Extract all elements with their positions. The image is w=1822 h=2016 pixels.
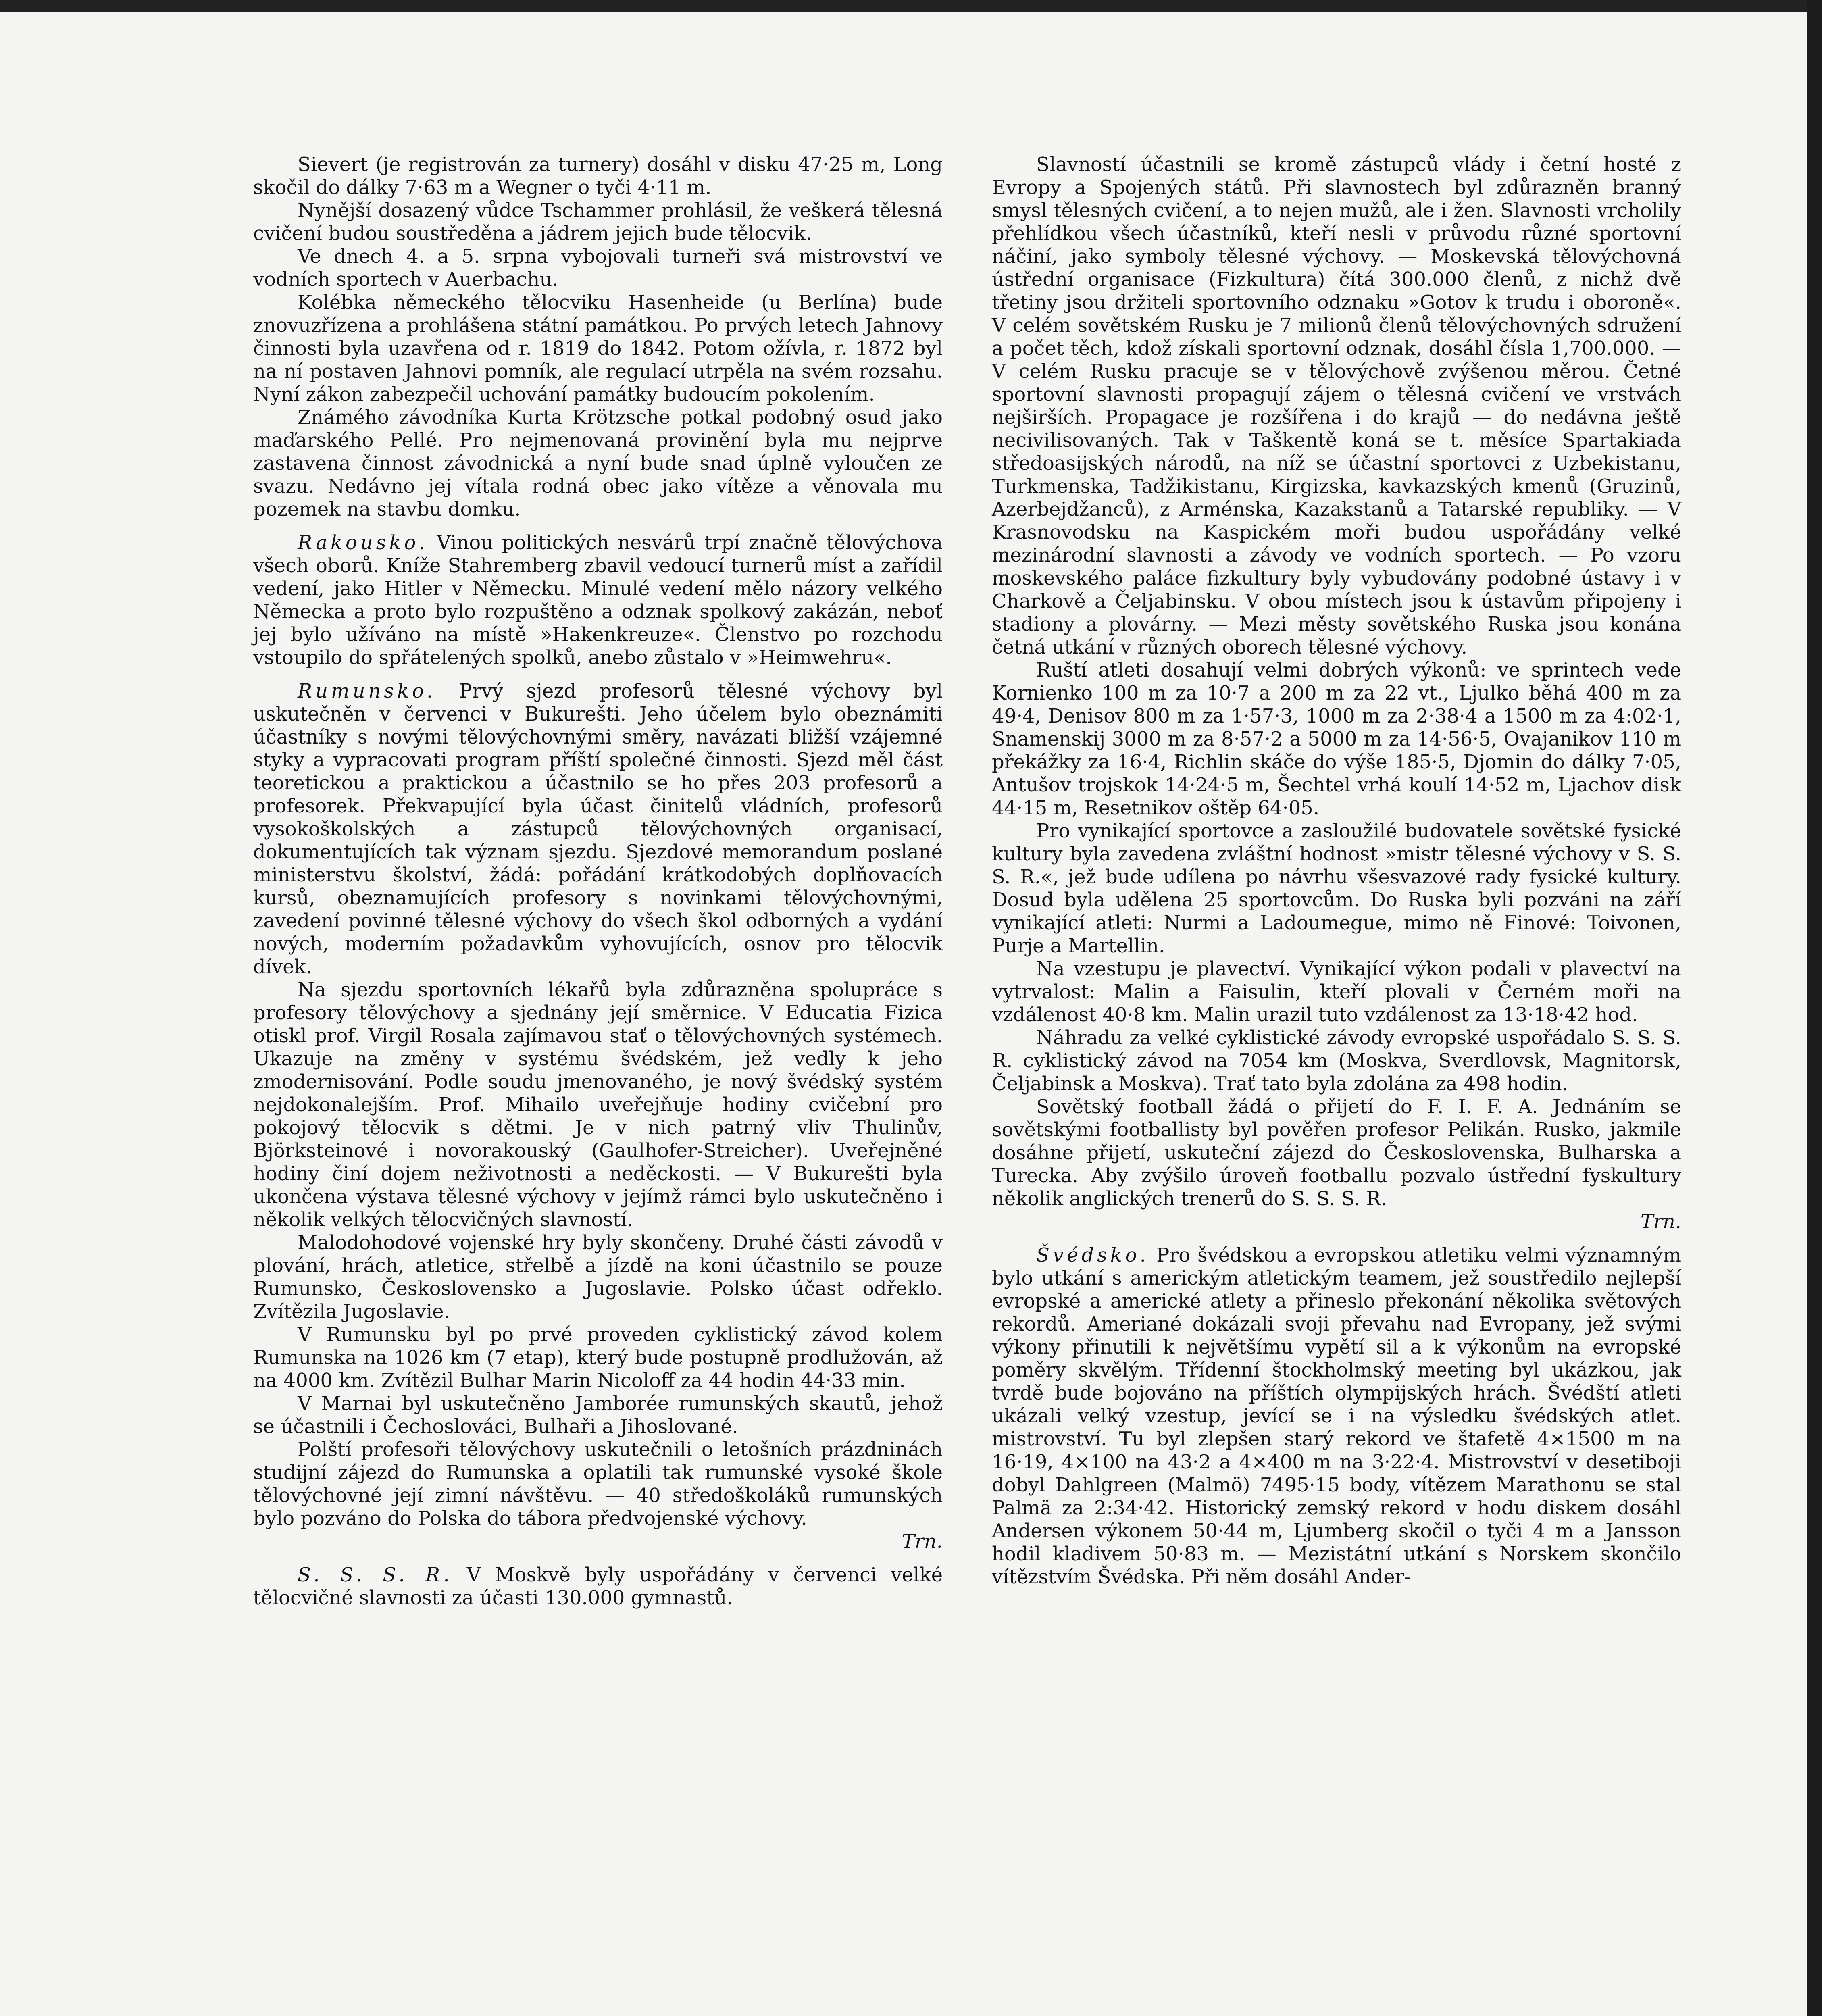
paragraph (253, 979, 943, 1231)
section-heading: Rumunsko. (298, 680, 436, 702)
paragraph-text: Na vzestupu je plavectví. Vynikající výkon podali v plavectví na vytrvalost: Malin a Faisulin, kteří plovali v Černém moři na vzdálenost 40·8 km. Malin urazil tuto vzdálenost za 13·18·42 hod. (992, 958, 1681, 1026)
paragraph (253, 531, 943, 669)
paragraph-text: Slavností účastnili se kromě zástupců vlády i četní hosté z Evropy a Spojených států. Při slavnostech byl zdůrazněn branný smysl tělesných cvičení, a to nejen mužů, ale i žen. Slavnosti vrcholily přehlídkou všech účastníků, kteří nesli v průvodu různé sportovní náčiní, jako symboly tělesné výchovy. — Moskevská tělovýchovná ústřední organisace (Fizkultura) čítá 300.000 členů, z nichž dvě třetiny jsou držiteli sportovního odznaku »Gotov k trudu i oboroně«. V celém sovětském Rusku je 7 milionů členů tělovýchovných sdružení a počet těch, kdož získali sportovní odznak, dosáhl čísla 1,700.000. — V celém Rusku pracuje se v tělovýchově zvýšenou měrou. Četné sportovní slavnosti propagují zájem o tělesná cvičení ve vrstvách nejširších. Propagace je rozšířena i do krajů — do nedávna ještě necivilisovaných. Tak v Taškentě koná se t. měsíce Spartakiada středoasijských národů, na níž se účastní sportovci z Uzbekistanu, Turkmenska, Tadžikistanu, Kirgizska, kavkazských kmenů (Gruzinů, Azerbejdžanců), z Arménska, Kazakstanů a Tatarské republiky. — V Krasnovodsku na Kaspickém moři budou uspořádány velké mezinárodní slavnosti a závody ve vodních sportech. — Po vzoru moskevského paláce fizkultury byly vybudovány podobné ústavy i v Charkově a Čeljabinsku. V obou místech jsou k ústavům připojeny i stadiony a plovárny. — Mezi městy sovětského Ruska jsou konána četná utkání v různých oborech tělesné výchovy. (992, 153, 1681, 658)
section-heading: Švédsko. (1036, 1244, 1149, 1266)
section-heading: S. S. S. R. (298, 1564, 453, 1586)
paragraph-text: Malodohodové vojenské hry byly skončeny. Druhé části závodů v plování, hrách, atletice, střelbě a jízdě na koni účastnilo se pouze Rumunsko, Československo a Jugoslavie. Polsko účast odřeklo. Zvítězila Jugoslavie. (253, 1231, 943, 1323)
paragraph-text: Pro švédskou a evropskou atletiku velmi významným bylo utkání s americkým atletickým teamem, jež soustředilo nejlepší evropské a americké atlety a přineslo překonání několika světových rekordů. Ameriané dokázali svoji převahu nad Evropany, jež svými výkony přinutili k největšímu vypětí sil a k výkonům na evropské poměry skvělým. Třídenní štockholmský meeting byl ukázkou, jak tvrdě bude bojováno na příštích olympijských hrách. Švédští atleti ukázali velký vzestup, jevící se i na výsledku švédských atlet. mistrovství. Tu byl zlepšen starý rekord ve štafetě 4×1500 m na 16·19, 4×100 na 43·2 a 4×400 m na 3·22·4. Mistrovství v desetiboji dobyl Dahlgreen (Malmö) 7495·15 body, vítězem Marathonu se stal Palmä za 2:34·42. Historický zemský rekord v hodu diskem dosáhl Andersen výkonem 50·44 m, Ljumberg skočil o tyči 4 m a Jansson hodil kladivem 50·83 m. — Mezistátní utkání s Norskem skončilo vítězstvím Švédska. Při něm dosáhl Ander- (992, 1244, 1681, 1588)
paragraph-text: Ve dnech 4. a 5. srpna vybojovali turneři svá mistrovství ve vodních sportech v Auerbachu. (253, 245, 943, 291)
paragraph-text: Na sjezdu sportovních lékařů byla zdůrazněna spolupráce s profesory tělovýchovy a sjednány její směrnice. V Educatia Fizica otiskl prof. Virgil Rosala zajímavou stať o tělovýchovných systémech. Ukazuje na změny v systému švédském, jež vedly k jeho zmodernisování. Podle soudu jmenovaného, je nový švédský systém nejdokonalejším. Prof. Mihailo uveřejňuje hodiny cvičební pro pokojový tělocvik s dětmi. Je v nich patrný vliv Thulinův, Björksteinové i novorakouský (Gaulhofer-Streicher). Uveřejněné hodiny činí dojem neživotnosti a neděckosti. — V Bukurešti byla ukončena výstava tělesné výchovy v jejímž rámci bylo uskutečněno i několik velkých tělocvičných slavností. (253, 979, 943, 1231)
author-signature: Trn. (902, 1530, 943, 1553)
paragraph-text: V Marnai byl uskutečněno Jamborée rumunských skautů, jehož se účastnili i Čechoslováci, Bulhaři a Jihoslované. (253, 1392, 943, 1438)
paragraph-text: Vinou politických nesvárů trpí značně tělovýchova všech oborů. Kníže Stahremberg zbavil vedoucí turnerů míst a zařídil vedení, jako Hitler v Německu. Minulé vedení mělo názory velkého Německa a proto bylo rozpuštěno a odznak spolkový zakázán, neboť jej bylo užíváno na místě »Hakenkreuze«. Členstvo po rozchodu vstoupilo do spřátelených spolků, anebo zůstalo v »Heimwehru«. (253, 531, 943, 669)
paragraph-text: Kolébka německého tělocviku Hasenheide (u Berlína) bude znovuzřízena a prohlášena státní památkou. Po prvých letech Jahnovy činnosti byla uzavřena od r. 1819 do 1842. Potom ožívla, r. 1872 byl na ní postaven Jahnovi pomník, ale regulací utrpěla na svém rozsahu. Nyní zákon zabezpečil uchování památky budoucím pokolením. (253, 291, 943, 406)
paragraph (992, 1095, 1681, 1210)
paragraph-text: Ruští atleti dosahují velmi dobrých výkonů: ve sprintech vede Kornienko 100 m za 10·7 a 200 m za 22 vt., Ljulko běhá 400 m za 49·4, Denisov 800 m za 1·57·3, 1000 m za 2·38·4 a 1500 m za 4:02·1, Snamenskij 3000 m za 8·57·2 a 5000 m za 14·56·5, Ovajanikov 110 m překážky za 16·4, Richlin skáče do výše 185·5, Djomin do dálky 7·05, Antušov trojskok 14·24·5 m, Šechtel vrhá koulí 14·52 m, Ljachov disk 44·15 m, Resetnikov oštěp 64·05. (992, 659, 1681, 819)
paragraph (253, 1392, 943, 1438)
paragraph (253, 291, 943, 406)
scan-edge-right (1807, 0, 1822, 2016)
paragraph-text: Pro vynikající sportovce a zasloužilé budovatele sovětské fysické kultury byla zavedena zvláštní hodnost »mistr tělesné výchovy v S. S. S. R.«, jež bude udílena po návrhu všesvazové rady fysické kultury. Dosud byla udělena 25 sportovcům. Do Ruska byli pozváni na září vynikající atleti: Nurmi a Ladoumegue, mimo ně Finové: Toivonen, Purje a Martellin. (992, 820, 1681, 957)
author-signature: Trn. (1640, 1210, 1681, 1233)
paragraph-text: Polští profesoři tělovýchovy uskutečnili o letošních prázdninách studijní zájezd do Rumunska a oplatili tak rumunské vysoké škole tělovýchovné její zimní návštěvu. — 40 středoškoláků rumunských bylo pozváno do Polska do tábora předvojenské výchovy. (253, 1438, 943, 1530)
paragraph (992, 958, 1681, 1027)
paragraph-text: Sovětský football žádá o přijetí do F. I. F. A. Jednáním se sovětskými footballisty byl pověřen profesor Pelikán. Rusko, jakmile dosáhne přijetí, uskuteční zájezd do Československa, Bulharska a Turecka. Aby zvýšilo úroveň footballu pozvalo ústřední fyskultury několik anglických trenerů do S. S. S. R. (992, 1095, 1681, 1210)
paragraph (253, 245, 943, 291)
paragraph-text: Známého závodníka Kurta Krötzsche potkal podobný osud jako maďarského Pellé. Pro nejmenovaná provinění byla mu nejprve zastavena činnost závodnická a nyní bude snad úplně vyloučen ze svazu. Nedávno jej vítala rodná obec jako vítěze a věnovala mu pozemek na stavbu domku. (253, 406, 943, 521)
paragraph-text: V Rumunsku byl po prvé proveden cyklistický závod kolem Rumunska na 1026 km (7 etap), který bude postupně prodlužován, až na 4000 km. Zvítězil Bulhar Marin Nicoloff za 44 hodin 44·33 min. (253, 1323, 943, 1392)
left-column (253, 153, 943, 1610)
paragraph (992, 1244, 1681, 1589)
paragraph (253, 680, 943, 979)
section-heading: Rakousko. (298, 531, 428, 554)
paragraph-text: Prvý sjezd profesorů tělesné výchovy byl uskutečněn v červenci v Bukurešti. Jeho účelem bylo obeznámiti účastníky s novými tělovýchovnými směry, navázati bližší vzájemné styky a vypracovati program příští společné činnosti. Sjezd měl část teoretickou a praktickou a účastnilo se ho přes 203 profesorů a profesorek. Překvapující byla účast činitelů vládních, profesorů vysokoškolských a zástupců tělovýchovných organisací, dokumentujících tak význam sjezdu. Sjezdové memorandum poslané ministerstvu školství, žádá: pořádání krátkodobých doplňovacích kursů, obeznamujících profesory s novinkami tělovýchovnými, zavedení povinné tělesné výchovy do všech škol odborných a vydání nových, moderním požadavkům vyhovujících, osnov pro tělocvik dívek. (253, 680, 943, 978)
right-column (992, 153, 1681, 1589)
paragraph (253, 1564, 943, 1610)
paragraph (253, 1323, 943, 1392)
paragraph (253, 1231, 943, 1323)
paragraph-text: Nynější dosazený vůdce Tschammer prohlásil, že veškerá tělesná cvičení budou soustředěna a jádrem jejich bude tělocvik. (253, 199, 943, 245)
paragraph (253, 153, 943, 199)
paragraph-text: Sievert (je registrován za turnery) dosáhl v disku 47·25 m, Long skočil do dálky 7·63 m a Wegner o tyči 4·11 m. (253, 153, 943, 199)
paragraph (992, 820, 1681, 958)
paragraph (992, 1027, 1681, 1095)
paragraph-text: Náhradu za velké cyklistické závody evropské uspořádalo S. S. S. R. cyklistický závod na 7054 km (Moskva, Sverdlovsk, Magnitorsk, Čeljabinsk a Moskva). Trať tato byla zdolána za 498 hodin. (992, 1027, 1681, 1095)
paragraph (253, 406, 943, 521)
paragraph-text: V Moskvě byly uspořádány v červenci velké tělocvičné slavnosti za účasti 130.000 gymnastů. (253, 1564, 943, 1609)
paragraph (253, 199, 943, 245)
scan-edge-top (0, 0, 1822, 12)
paragraph (253, 1438, 943, 1530)
paragraph (992, 659, 1681, 820)
paragraph (992, 153, 1681, 659)
